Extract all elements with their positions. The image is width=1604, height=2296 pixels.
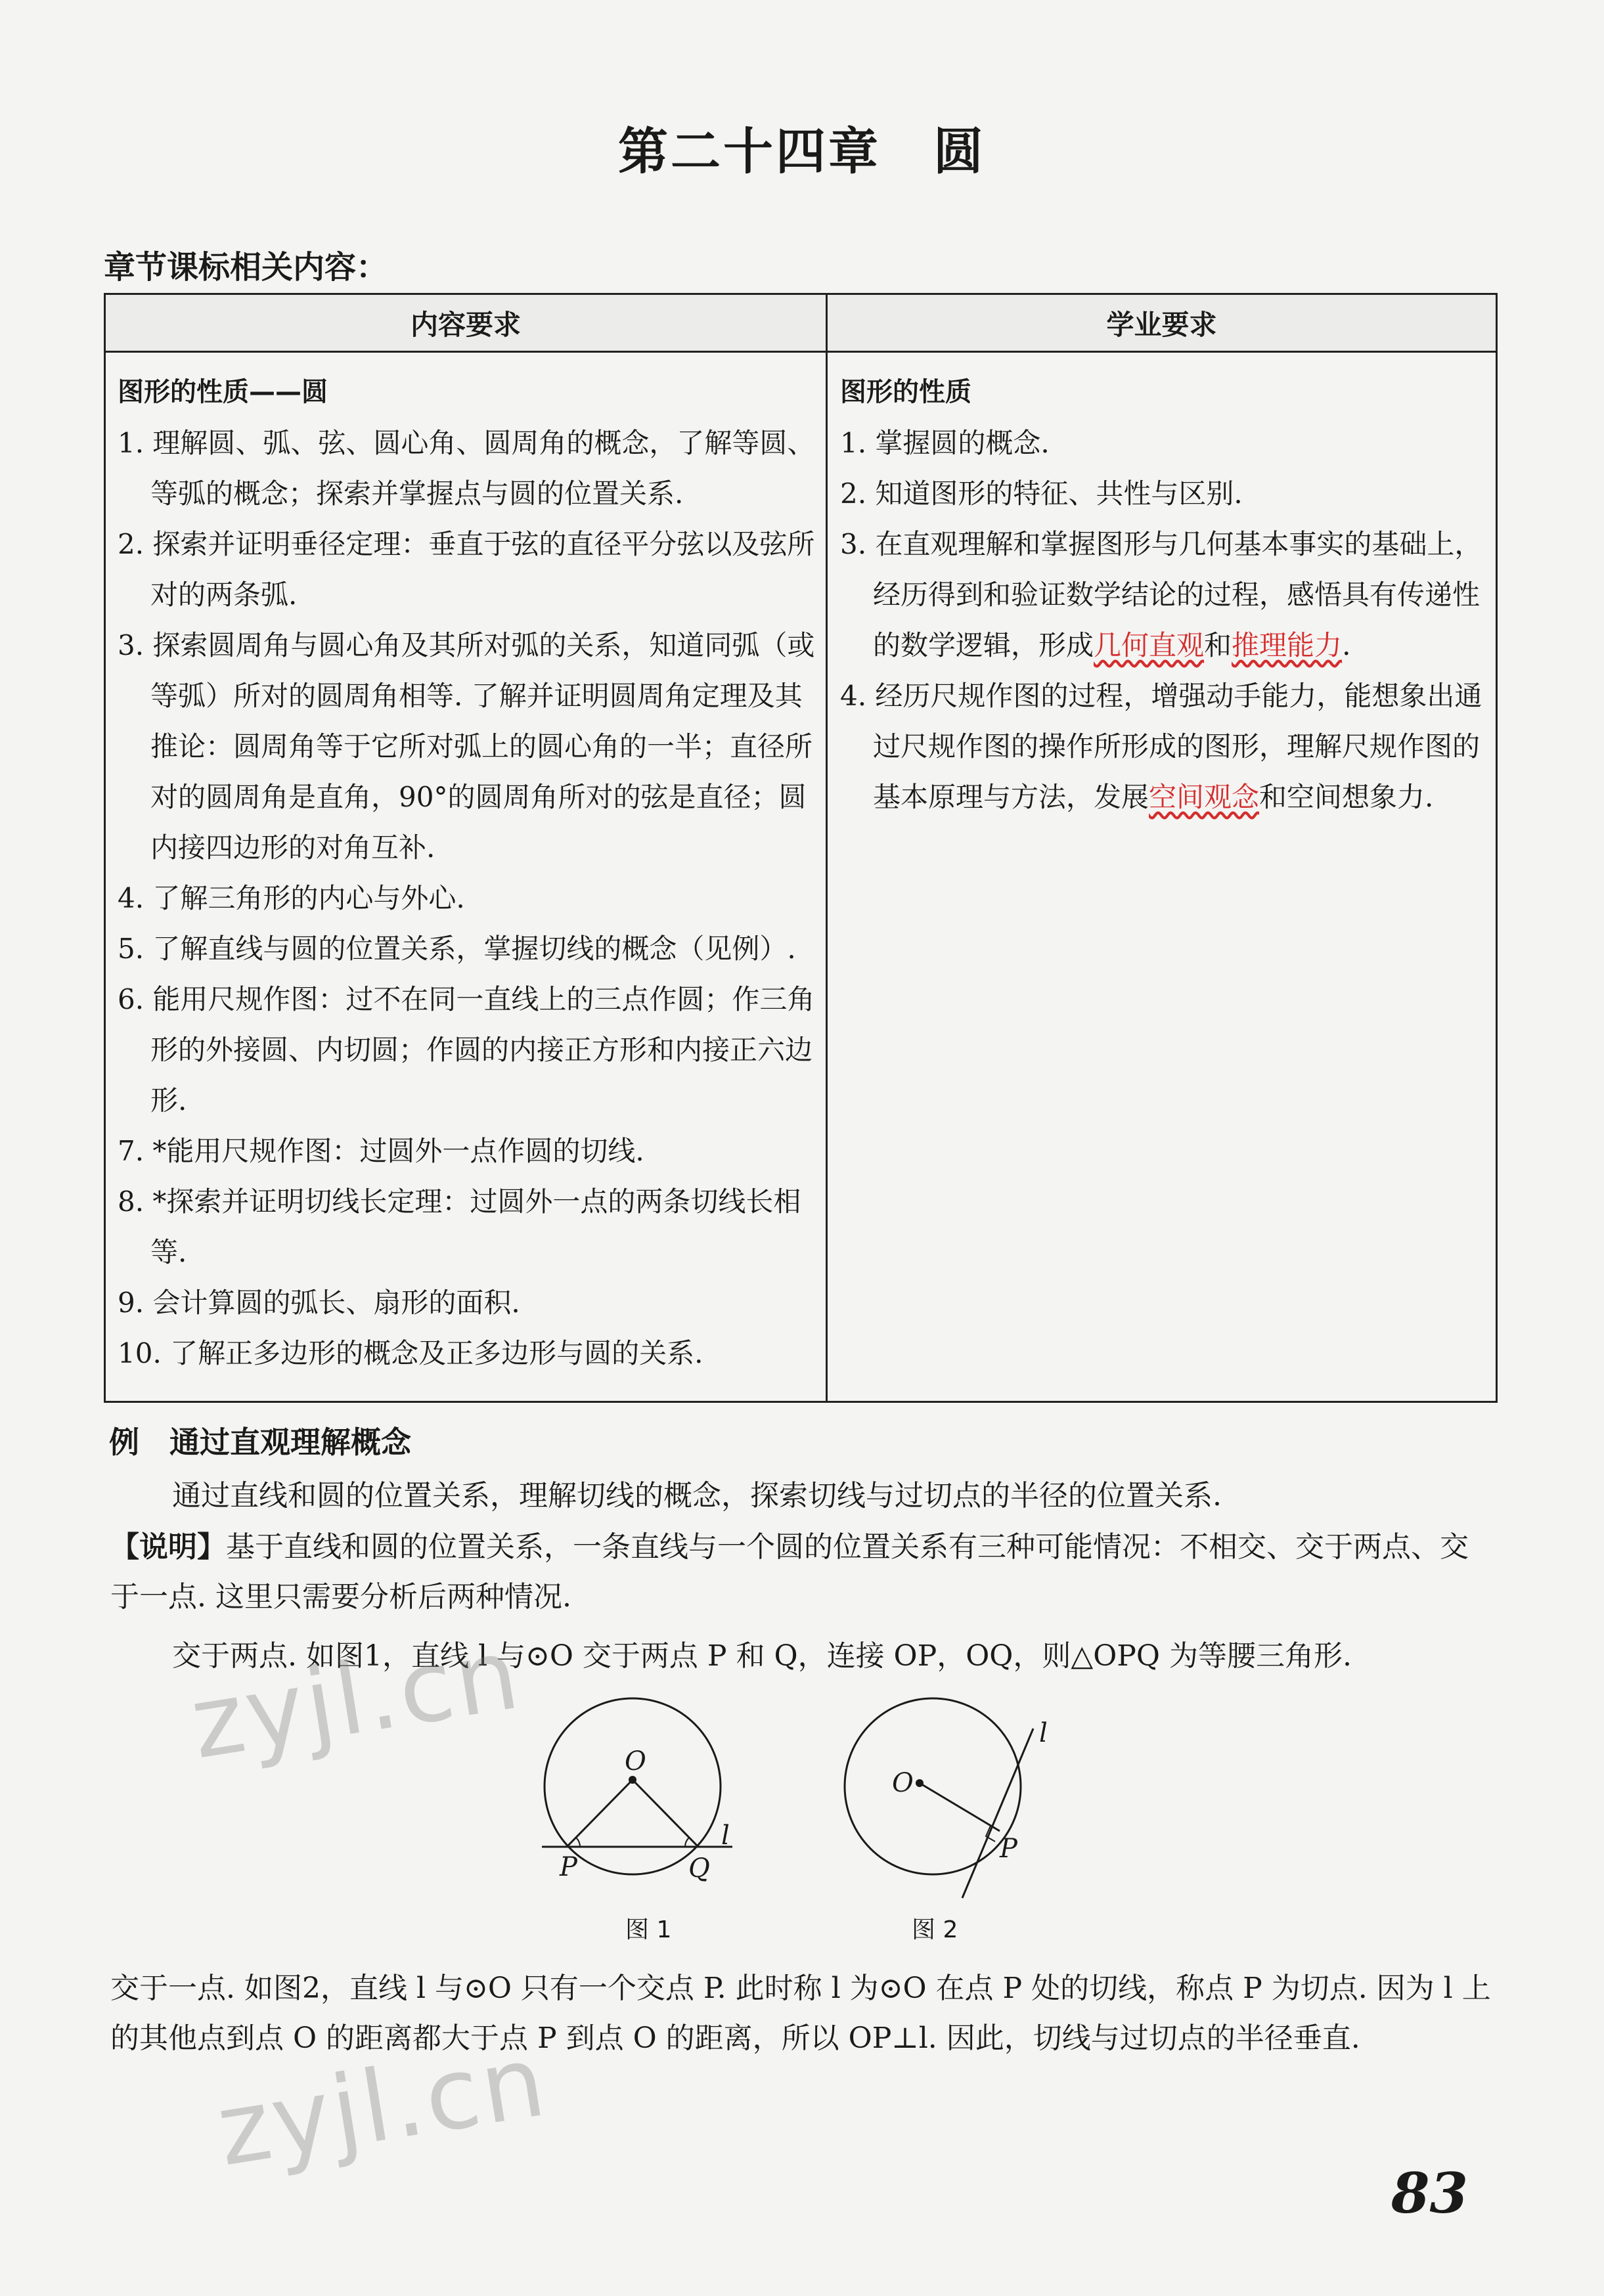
watermark: zyjl.cn xyxy=(210,2023,555,2189)
fig1-segment-oq xyxy=(633,1780,698,1847)
highlight-geometric-intuition: 几何直观 xyxy=(1094,629,1205,661)
content-item: 4. 了解三角形的内心与外心. xyxy=(118,882,465,914)
page-number: 83 xyxy=(1391,2161,1468,2226)
fig2-label-l: l xyxy=(1039,1718,1048,1748)
content-item: 10. 了解正多边形的概念及正多边形与圆的关系. xyxy=(118,1337,703,1369)
figure-2-diagram xyxy=(834,1681,1084,1905)
academic-item-text: 4. 经历尺规作图的过程，增强动手能力，能想象出通过尺规作图的操作所形成的图形，理解尺规作图的基本原理与方法，发展 xyxy=(840,680,1482,813)
curriculum-table xyxy=(104,293,1498,1403)
fig1-label-o: O xyxy=(625,1746,646,1777)
academic-item xyxy=(840,671,1487,822)
academic-item-text: 3. 在直观理解和掌握图形与几何基本事实的基础上，经历得到和验证数学结论的过程，感悟具有传递性的数学逻辑，形成 xyxy=(840,528,1482,661)
academic-item-text: . xyxy=(1342,629,1351,661)
highlight-spatial-concept: 空间观念 xyxy=(1149,781,1260,813)
academic-item: 2. 知道图形的特征、共性与区别. xyxy=(840,477,1243,510)
fig2-radius-op xyxy=(920,1783,1000,1831)
academic-item xyxy=(840,519,1487,671)
fig1-label-l: l xyxy=(721,1821,730,1851)
example-note xyxy=(110,1522,1490,1622)
content-item: 7. *能用尺规作图：过圆外一点作圆的切线. xyxy=(118,1135,644,1167)
figure-1-caption: 图 1 xyxy=(625,1916,672,1943)
academic-item: 1. 掌握圆的概念. xyxy=(840,427,1050,459)
table-header-academic: 学业要求 xyxy=(828,295,1496,353)
academic-item-text: 和 xyxy=(1204,629,1232,661)
fig1-circle xyxy=(545,1698,721,1874)
fig1-angle-q xyxy=(685,1838,689,1847)
example-heading xyxy=(109,1419,411,1462)
academic-requirements-column xyxy=(840,367,1487,822)
fig2-center-dot xyxy=(916,1779,924,1787)
fig1-label-p: P xyxy=(560,1852,577,1882)
fig2-circle xyxy=(845,1698,1021,1874)
example-paragraph-4: 交于一点. 如图2，直线 l 与⊙O 只有一个交点 P. 此时称 l 为⊙O 在点 P 处的切线，称点 P 为切点. 因为 l 上的其他点到点 O 的距离都大于点 P 到点 O 的距离，所以 OP⊥l. 因此，切线与过切点的半径垂直. xyxy=(110,1972,1491,2055)
content-item: 5. 了解直线与圆的位置关系，掌握切线的概念（见例）. xyxy=(118,933,796,965)
fig2-tangent-line xyxy=(962,1729,1033,1898)
fig1-angle-p xyxy=(576,1838,580,1847)
example-title: 通过直观理解概念 xyxy=(169,1424,411,1460)
watermark: zyjl.cn xyxy=(183,1616,529,1782)
example-label: 例 xyxy=(109,1424,139,1460)
note-label: 【说明】 xyxy=(110,1530,226,1564)
note-text: 基于直线和圆的位置关系，一条直线与一个圆的位置关系有三种可能情况：不相交、交于两点、交于一点. 这里只需要分析后两种情况. xyxy=(110,1530,1469,1614)
example-paragraph-1: 通过直线和圆的位置关系，理解切线的概念，探索切线与过切点的半径的位置关系. xyxy=(172,1479,1222,1512)
content-subtitle: 图形的性质——圆 xyxy=(118,377,328,407)
content-item: 3. 探索圆周角与圆心角及其所对弧的关系，知道同弧（或等弧）所对的圆周角相等. 了解并证明圆周角定理及其推论：圆周角等于它所对弧上的圆心角的一半；直径所对的圆周角是直角，90°的圆周角所对的弦是直径；圆内接四边形的对角互补. xyxy=(118,629,815,864)
table-column-divider xyxy=(826,295,828,1401)
fig2-label-p: P xyxy=(1000,1834,1017,1864)
content-item: 9. 会计算圆的弧长、扇形的面积. xyxy=(118,1287,520,1319)
content-item: 6. 能用尺规作图：过不在同一直线上的三点作圆；作三角形的外接圆、内切圆；作圆的内接正方形和内接正六边形. xyxy=(118,983,815,1116)
figure-2-caption: 图 2 xyxy=(912,1916,958,1943)
content-item: 8. *探索并证明切线长定理：过圆外一点的两条切线长相等. xyxy=(118,1185,801,1268)
section-heading: 章节课标相关内容： xyxy=(104,249,388,286)
fig1-segment-op xyxy=(567,1780,633,1847)
content-requirements-column xyxy=(118,367,820,1379)
academic-item-text: 和空间想象力. xyxy=(1259,781,1434,813)
fig2-label-o: O xyxy=(892,1768,914,1798)
content-item: 2. 探索并证明垂径定理：垂直于弦的直径平分弦以及弦所对的两条弧. xyxy=(118,528,815,611)
table-header-content: 内容要求 xyxy=(106,295,826,353)
fig1-center-dot xyxy=(629,1776,636,1784)
chapter-title: 第二十四章 圆 xyxy=(618,122,986,181)
academic-subtitle: 图形的性质 xyxy=(840,377,971,407)
example-paragraph-3: 交于两点. 如图1，直线 l 与⊙O 交于两点 P 和 Q，连接 OP，OQ，则△OPQ 为等腰三角形. xyxy=(172,1639,1352,1673)
figure-1-diagram xyxy=(525,1681,762,1905)
content-item: 1. 理解圆、弧、弦、圆心角、圆周角的概念，了解等圆、等弧的概念；探索并掌握点与圆的位置关系. xyxy=(118,427,815,510)
highlight-reasoning-ability: 推理能力 xyxy=(1232,629,1343,661)
fig1-label-q: Q xyxy=(688,1853,710,1884)
